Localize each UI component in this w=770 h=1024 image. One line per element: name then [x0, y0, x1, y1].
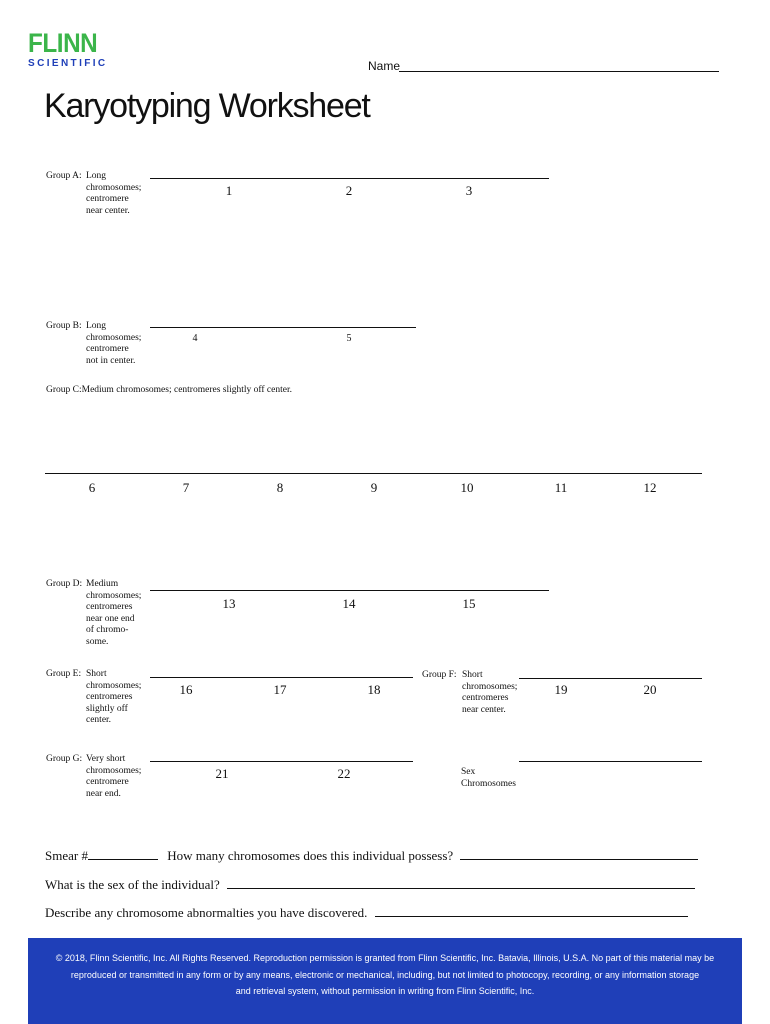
- group-d-line: [150, 590, 549, 591]
- chromosome-number: 12: [643, 480, 657, 495]
- chromosome-number: 3: [465, 183, 473, 198]
- group-d-desc: of chromo-: [86, 625, 129, 636]
- group-c-line: [45, 473, 702, 474]
- group-a-label: [46, 171, 141, 217]
- sex-question: What is the sex of the individual?: [45, 877, 220, 892]
- group-d-desc: Medium: [86, 579, 119, 589]
- group-f-desc: near center.: [462, 704, 506, 715]
- group-f-line: [519, 678, 702, 679]
- sex-label-line: Sex: [461, 767, 476, 777]
- logo-brand: FLINN: [28, 28, 98, 58]
- group-d-desc: near one end: [86, 613, 135, 624]
- group-b-line: [150, 327, 416, 328]
- group-g-desc: chromosomes;: [86, 765, 142, 776]
- chromosome-number: 19: [554, 682, 568, 697]
- group-g-label: [46, 754, 141, 800]
- group-g-desc: centromere: [86, 777, 129, 788]
- group-f-label: [422, 670, 517, 716]
- question-abnormalities: [45, 905, 688, 921]
- group-d-desc: chromosomes;: [86, 590, 142, 601]
- group-f-name: Group F:: [422, 670, 457, 680]
- chromosome-number: 11: [554, 480, 568, 495]
- sex-chromosomes-label: [461, 767, 516, 790]
- name-label: Name: [368, 59, 401, 73]
- group-e-desc: slightly off: [86, 703, 128, 714]
- group-c-desc: Medium chromosomes; centromeres slightly off center.: [81, 385, 292, 395]
- footer-line: and retrieval system, without permission in writing from Flinn Scientific, Inc.: [235, 986, 535, 996]
- footer-line: reproduced or transmitted in any form or by any means, electronic or mechanical, including, but not limited to photocopy, recording, or any information storage: [70, 969, 700, 980]
- group-f-desc: Short: [462, 670, 483, 680]
- chromosome-number: 7: [182, 480, 190, 495]
- group-b-name: Group B:: [46, 321, 82, 331]
- group-e-name: Group E:: [46, 669, 82, 679]
- chromosome-number: 17: [273, 682, 287, 697]
- group-a-desc: Long: [86, 171, 107, 181]
- group-b-desc: chromosomes;: [86, 332, 142, 343]
- page-title: Karyotyping Worksheet: [44, 87, 370, 125]
- chromosome-number: 9: [370, 480, 378, 495]
- group-g-name: Group G:: [46, 754, 83, 764]
- group-a-desc: near center.: [86, 205, 130, 216]
- group-b-label: [46, 321, 141, 367]
- copyright-footer: [28, 938, 742, 1024]
- group-e-line: [150, 677, 413, 678]
- smear-label: Smear #: [45, 848, 88, 863]
- group-b-desc: centromere: [86, 344, 129, 355]
- footer-line: © 2018, Flinn Scientific, Inc. All Rights Reserved. Reproduction permission is granted from Flinn Scientific, Inc. Batavia, Illinois, U.S.A. No part of this material may be: [55, 953, 715, 963]
- group-f-desc: centromeres: [462, 693, 509, 704]
- group-d-label: [46, 579, 141, 649]
- group-b-desc: Long: [86, 321, 107, 331]
- group-c-label: [46, 385, 292, 397]
- chromosome-number: 10: [460, 480, 474, 495]
- chromosome-number: 13: [222, 596, 236, 611]
- count-answer-field[interactable]: [460, 849, 698, 860]
- flinn-logo: [28, 30, 108, 69]
- abnormalities-answer-field[interactable]: [375, 906, 688, 917]
- count-question: How many chromosomes does this individual possess?: [167, 848, 454, 863]
- group-d-desc: some.: [86, 636, 109, 647]
- group-d-desc: centromeres: [86, 602, 133, 613]
- chromosome-number: 16: [179, 682, 193, 697]
- chromosome-number: 14: [342, 596, 356, 611]
- question-sex: [45, 877, 695, 893]
- group-a-name: Group A:: [46, 171, 82, 181]
- group-d-name: Group D:: [46, 579, 83, 589]
- abnormalities-question: Describe any chromosome abnormalties you have discovered.: [45, 905, 368, 920]
- group-g-desc: Very short: [86, 754, 126, 764]
- chromosome-number: 20: [643, 682, 657, 697]
- chromosome-number: 2: [345, 183, 353, 198]
- group-f-desc: chromosomes;: [462, 681, 518, 692]
- chromosome-number: 4: [192, 333, 198, 344]
- group-g-desc: near end.: [86, 788, 121, 799]
- group-a-line: [150, 178, 549, 179]
- chromosome-number: 5: [346, 333, 352, 344]
- chromosome-number: 15: [462, 596, 476, 611]
- group-e-label: [46, 669, 141, 727]
- group-e-desc: centromeres: [86, 692, 133, 703]
- group-g-line: [150, 761, 413, 762]
- group-b-desc: not in center.: [86, 355, 136, 366]
- group-e-desc: Short: [86, 669, 107, 679]
- group-c-name: Group C:: [46, 385, 82, 395]
- sex-answer-field[interactable]: [227, 878, 695, 889]
- question-smear: [45, 848, 698, 864]
- group-e-desc: chromosomes;: [86, 680, 142, 691]
- chromosome-number: 21: [215, 766, 229, 781]
- group-e-desc: center.: [86, 715, 112, 726]
- sex-chromosomes-line: [519, 761, 702, 762]
- chromosome-number: 6: [88, 480, 96, 495]
- chromosome-number: 22: [337, 766, 351, 781]
- chromosome-number: 1: [225, 183, 233, 198]
- group-a-desc: centromere: [86, 194, 129, 205]
- logo-subtitle: SCIENTIFIC: [28, 58, 108, 69]
- name-field-line[interactable]: [399, 71, 719, 72]
- group-a-desc: chromosomes;: [86, 182, 142, 193]
- chromosome-number: 8: [276, 480, 284, 495]
- sex-label-line: Chromosomes: [461, 778, 516, 789]
- chromosome-number: 18: [367, 682, 381, 697]
- smear-field[interactable]: [88, 849, 158, 860]
